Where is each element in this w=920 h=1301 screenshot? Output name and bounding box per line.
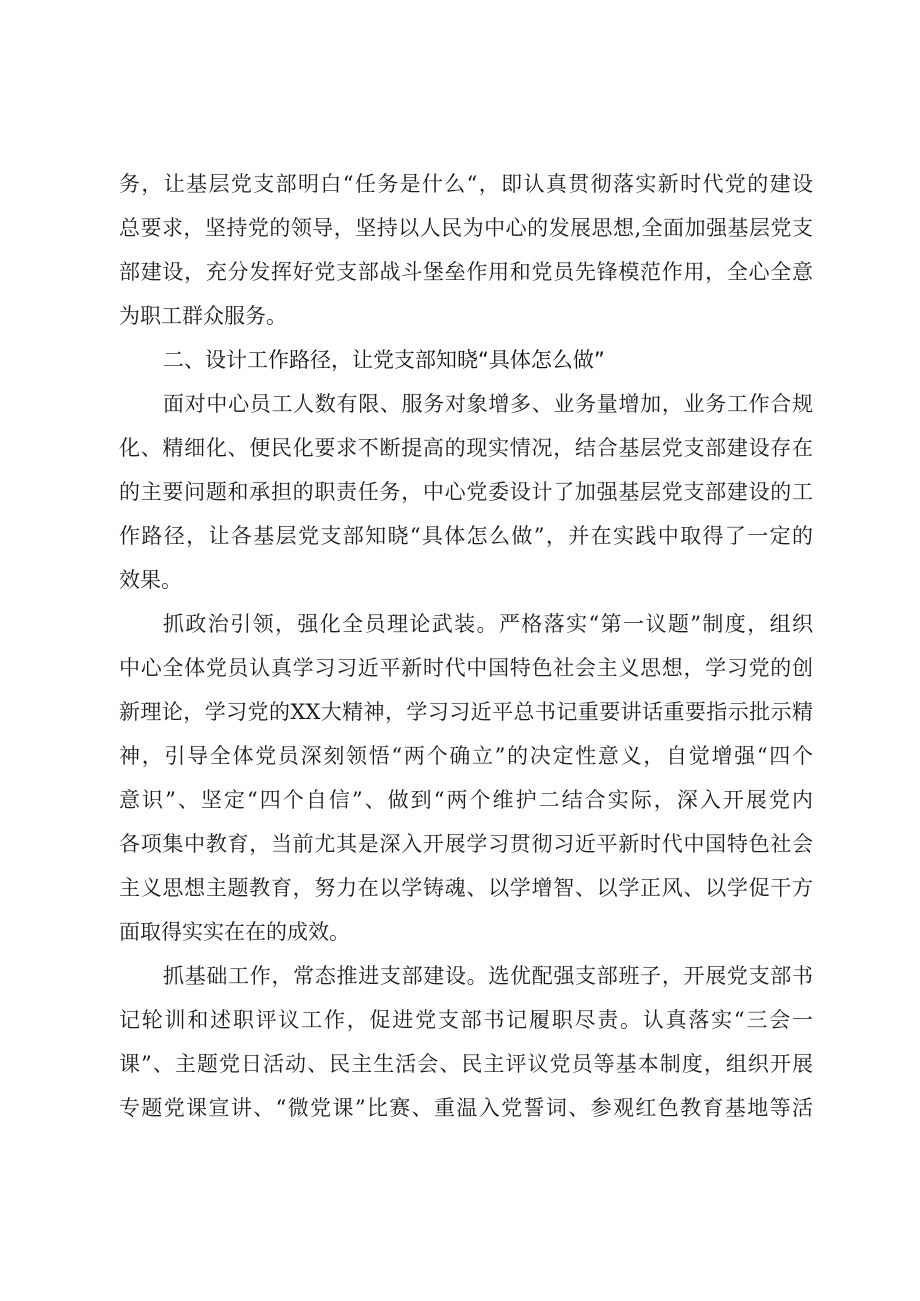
paragraph-3-line-1: 抓政治引领，强化全员理论武装。严格落实“第一议题”制度，组织 [163, 612, 813, 636]
paragraph-1-line-4: 为职工群众服务。 [119, 304, 287, 328]
paragraph-2-line-1: 面对中心员工人数有限、服务对象增多、业务量增加，业务工作合规 [163, 392, 813, 416]
paragraph-2-line-5: 效果。 [119, 568, 182, 592]
paragraph-3-line-8: 面取得实实在在的成效。 [119, 920, 350, 944]
paragraph-3-line-2: 中心全体党员认真学习习近平新时代中国特色社会主义思想，学习党的创 [119, 656, 813, 680]
paragraph-4-line-4: 专题党课宣讲、“微党课”比赛、重温入党誓词、参观红色教育基地等活 [119, 1096, 813, 1120]
paragraph-2-line-4: 作路径，让各基层党支部知晓“具体怎么做”，并在实践中取得了一定的 [119, 524, 813, 548]
paragraph-3-line-5: 意识”、坚定“四个自信”、做到“两个维护二结合实际，深入开展党内 [119, 788, 813, 812]
paragraph-3-line-6: 各项集中教育，当前尤其是深入开展学习贯彻习近平新时代中国特色社会 [119, 832, 813, 856]
paragraph-2-line-2: 化、精细化、便民化要求不断提高的现实情况，结合基层党支部建设存在 [119, 436, 813, 460]
paragraph-4-line-3: 课”、主题党日活动、民主生活会、民主评议党员等基本制度，组织开展 [119, 1052, 813, 1076]
section-heading: 二、设计工作路径，让党支部知晓“具体怎么做” [163, 348, 605, 372]
paragraph-4-line-1: 抓基础工作，常态推进支部建设。选优配强支部班子，开展党支部书 [163, 964, 813, 988]
paragraph-1-line-3: 部建设，充分发挥好党支部战斗堡垒作用和党员先锋模范作用，全心全意 [119, 260, 813, 284]
paragraph-3-line-3: 新理论，学习党的XX大精神，学习习近平总书记重要讲话重要指示批示精 [119, 700, 813, 724]
paragraph-1-line-1: 务，让基层党支部明白“任务是什么“，即认真贯彻落实新时代党的建设 [119, 172, 813, 196]
paragraph-3-line-4: 神，引导全体党员深刻领悟“两个确立”的决定性意义，自觉增强“四个 [119, 744, 813, 768]
paragraph-4-line-2: 记轮训和述职评议工作，促进党支部书记履职尽责。认真落实“三会一 [119, 1008, 813, 1032]
paragraph-2-line-3: 的主要问题和承担的职责任务，中心党委设计了加强基层党支部建设的工 [119, 480, 813, 504]
paragraph-1-line-2: 总要求，坚持党的领导，坚持以人民为中心的发展思想,全面加强基层党支 [119, 216, 813, 240]
paragraph-3-line-7: 主义思想主题教育，努力在以学铸魂、以学增智、以学正风、以学促干方 [119, 876, 813, 900]
